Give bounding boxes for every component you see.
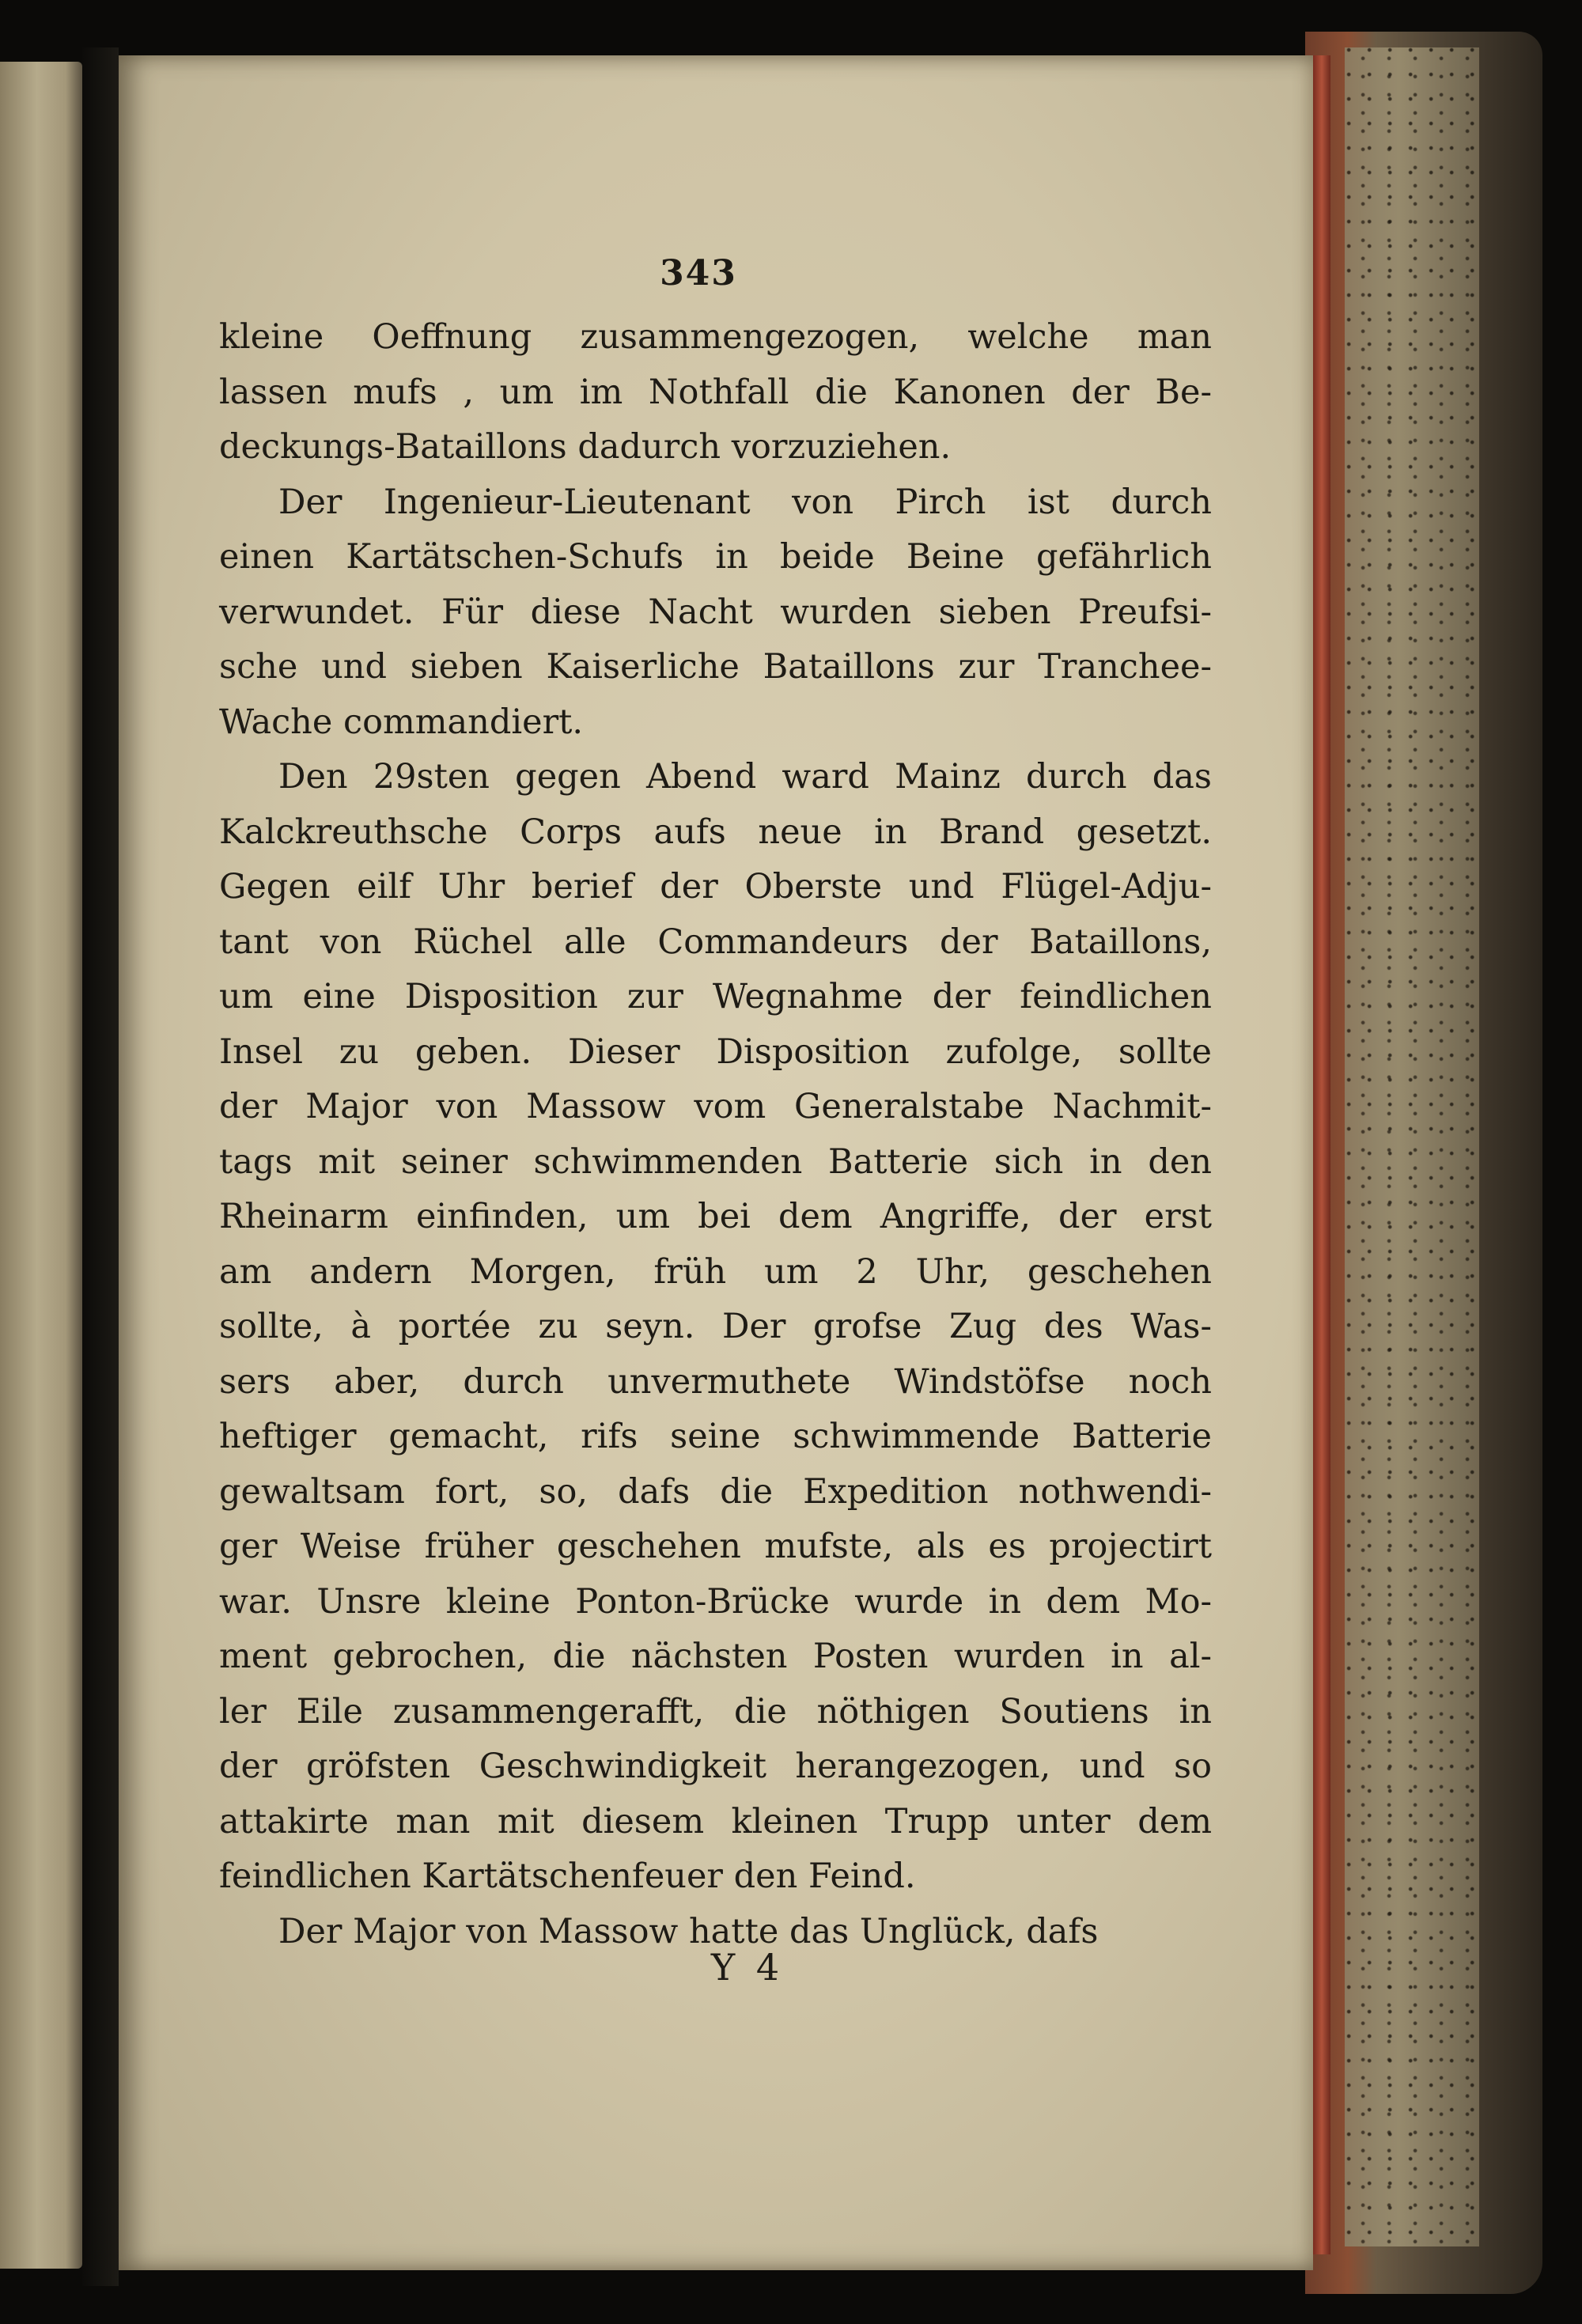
text-line: Der Ingenieur-Lieutenant von Pirch ist durch bbox=[278, 482, 1212, 522]
text-line: tags mit seiner schwimmenden Batterie sich in den bbox=[219, 1141, 1212, 1182]
text-line: sollte, à portée zu seyn. Der grofse Zug des Was- bbox=[219, 1307, 1212, 1346]
text-line: attakirte man mit diesem kleinen Trupp unter dem bbox=[219, 1801, 1212, 1841]
text-line: um eine Disposition zur Wegnahme der feindlichen bbox=[219, 977, 1212, 1016]
text-line: sche und sieben Kaiserliche Bataillons zur Tranchee- bbox=[219, 647, 1212, 687]
text-line: ler Eile zusammengerafft, die nöthigen Soutiens in bbox=[219, 1691, 1212, 1732]
text-line: war. Unsre kleine Ponton-Brücke wurde in dem Mo- bbox=[219, 1581, 1212, 1622]
book-gutter bbox=[82, 47, 119, 2286]
text-line: der Major von Massow vom Generalstabe Nachmit- bbox=[219, 1087, 1212, 1126]
text-line: Wache commandiert. bbox=[219, 702, 584, 742]
page-body bbox=[219, 310, 1212, 1959]
text-line: Gegen eilf Uhr berief der Oberste und Flügel-Adju- bbox=[219, 867, 1212, 907]
text-line: kleine Oeffnung zusammengezogen, welche man bbox=[219, 317, 1212, 357]
text-line: feindlichen Kartätschenfeuer den Feind. bbox=[219, 1857, 916, 1896]
text-line: einen Kartätschen-Schufs in beide Beine gefährlich bbox=[219, 537, 1212, 577]
text-line: sers aber, durch unvermuthete Windstöfse noch bbox=[219, 1361, 1212, 1402]
previous-page-edge bbox=[0, 62, 82, 2269]
text-line: Der Major von Massow hatte das Unglück, dafs bbox=[278, 1911, 1099, 1951]
text-line: heftiger gemacht, rifs seine schwimmende Batterie bbox=[219, 1417, 1212, 1456]
paragraph bbox=[219, 750, 1212, 1905]
text-line: ment gebrochen, die nächsten Posten wurden in al- bbox=[219, 1637, 1212, 1676]
paragraph bbox=[219, 310, 1212, 475]
page-block-edge bbox=[1345, 47, 1479, 2246]
text-line: tant von Rüchel alle Commandeurs der Bataillons, bbox=[219, 922, 1212, 962]
book-page bbox=[119, 55, 1313, 2270]
paragraph bbox=[219, 475, 1212, 751]
text-line: am andern Morgen, früh um 2 Uhr, geschehen bbox=[219, 1251, 1212, 1292]
text-line: der gröfsten Geschwindigkeit herangezogen, und so bbox=[219, 1747, 1212, 1786]
text-line: Insel zu geben. Dieser Disposition zufolge, sollte bbox=[219, 1031, 1212, 1072]
text-line: Rheinarm einfinden, um bei dem Angriffe, der erst bbox=[219, 1197, 1212, 1236]
text-line: gewaltsam fort, so, dafs die Expedition nothwendi- bbox=[219, 1471, 1212, 1512]
text-line: deckungs-Bataillons dadurch vorzuziehen. bbox=[219, 427, 952, 467]
text-line: verwundet. Für diese Nacht wurden sieben Preufsi- bbox=[219, 592, 1212, 632]
signature-mark: Y 4 bbox=[710, 1946, 785, 1989]
red-page-edge bbox=[1313, 55, 1330, 2254]
text-line: Den 29sten gegen Abend ward Mainz durch das bbox=[278, 757, 1212, 797]
text-line: Kalckreuthsche Corps aufs neue in Brand gesetzt. bbox=[219, 812, 1212, 852]
text-line: ger Weise früher geschehen mufste, als es projectirt bbox=[219, 1527, 1212, 1566]
text-line: lassen mufs , um im Nothfall die Kanonen der Be- bbox=[219, 372, 1212, 412]
page-number: 343 bbox=[660, 253, 737, 293]
